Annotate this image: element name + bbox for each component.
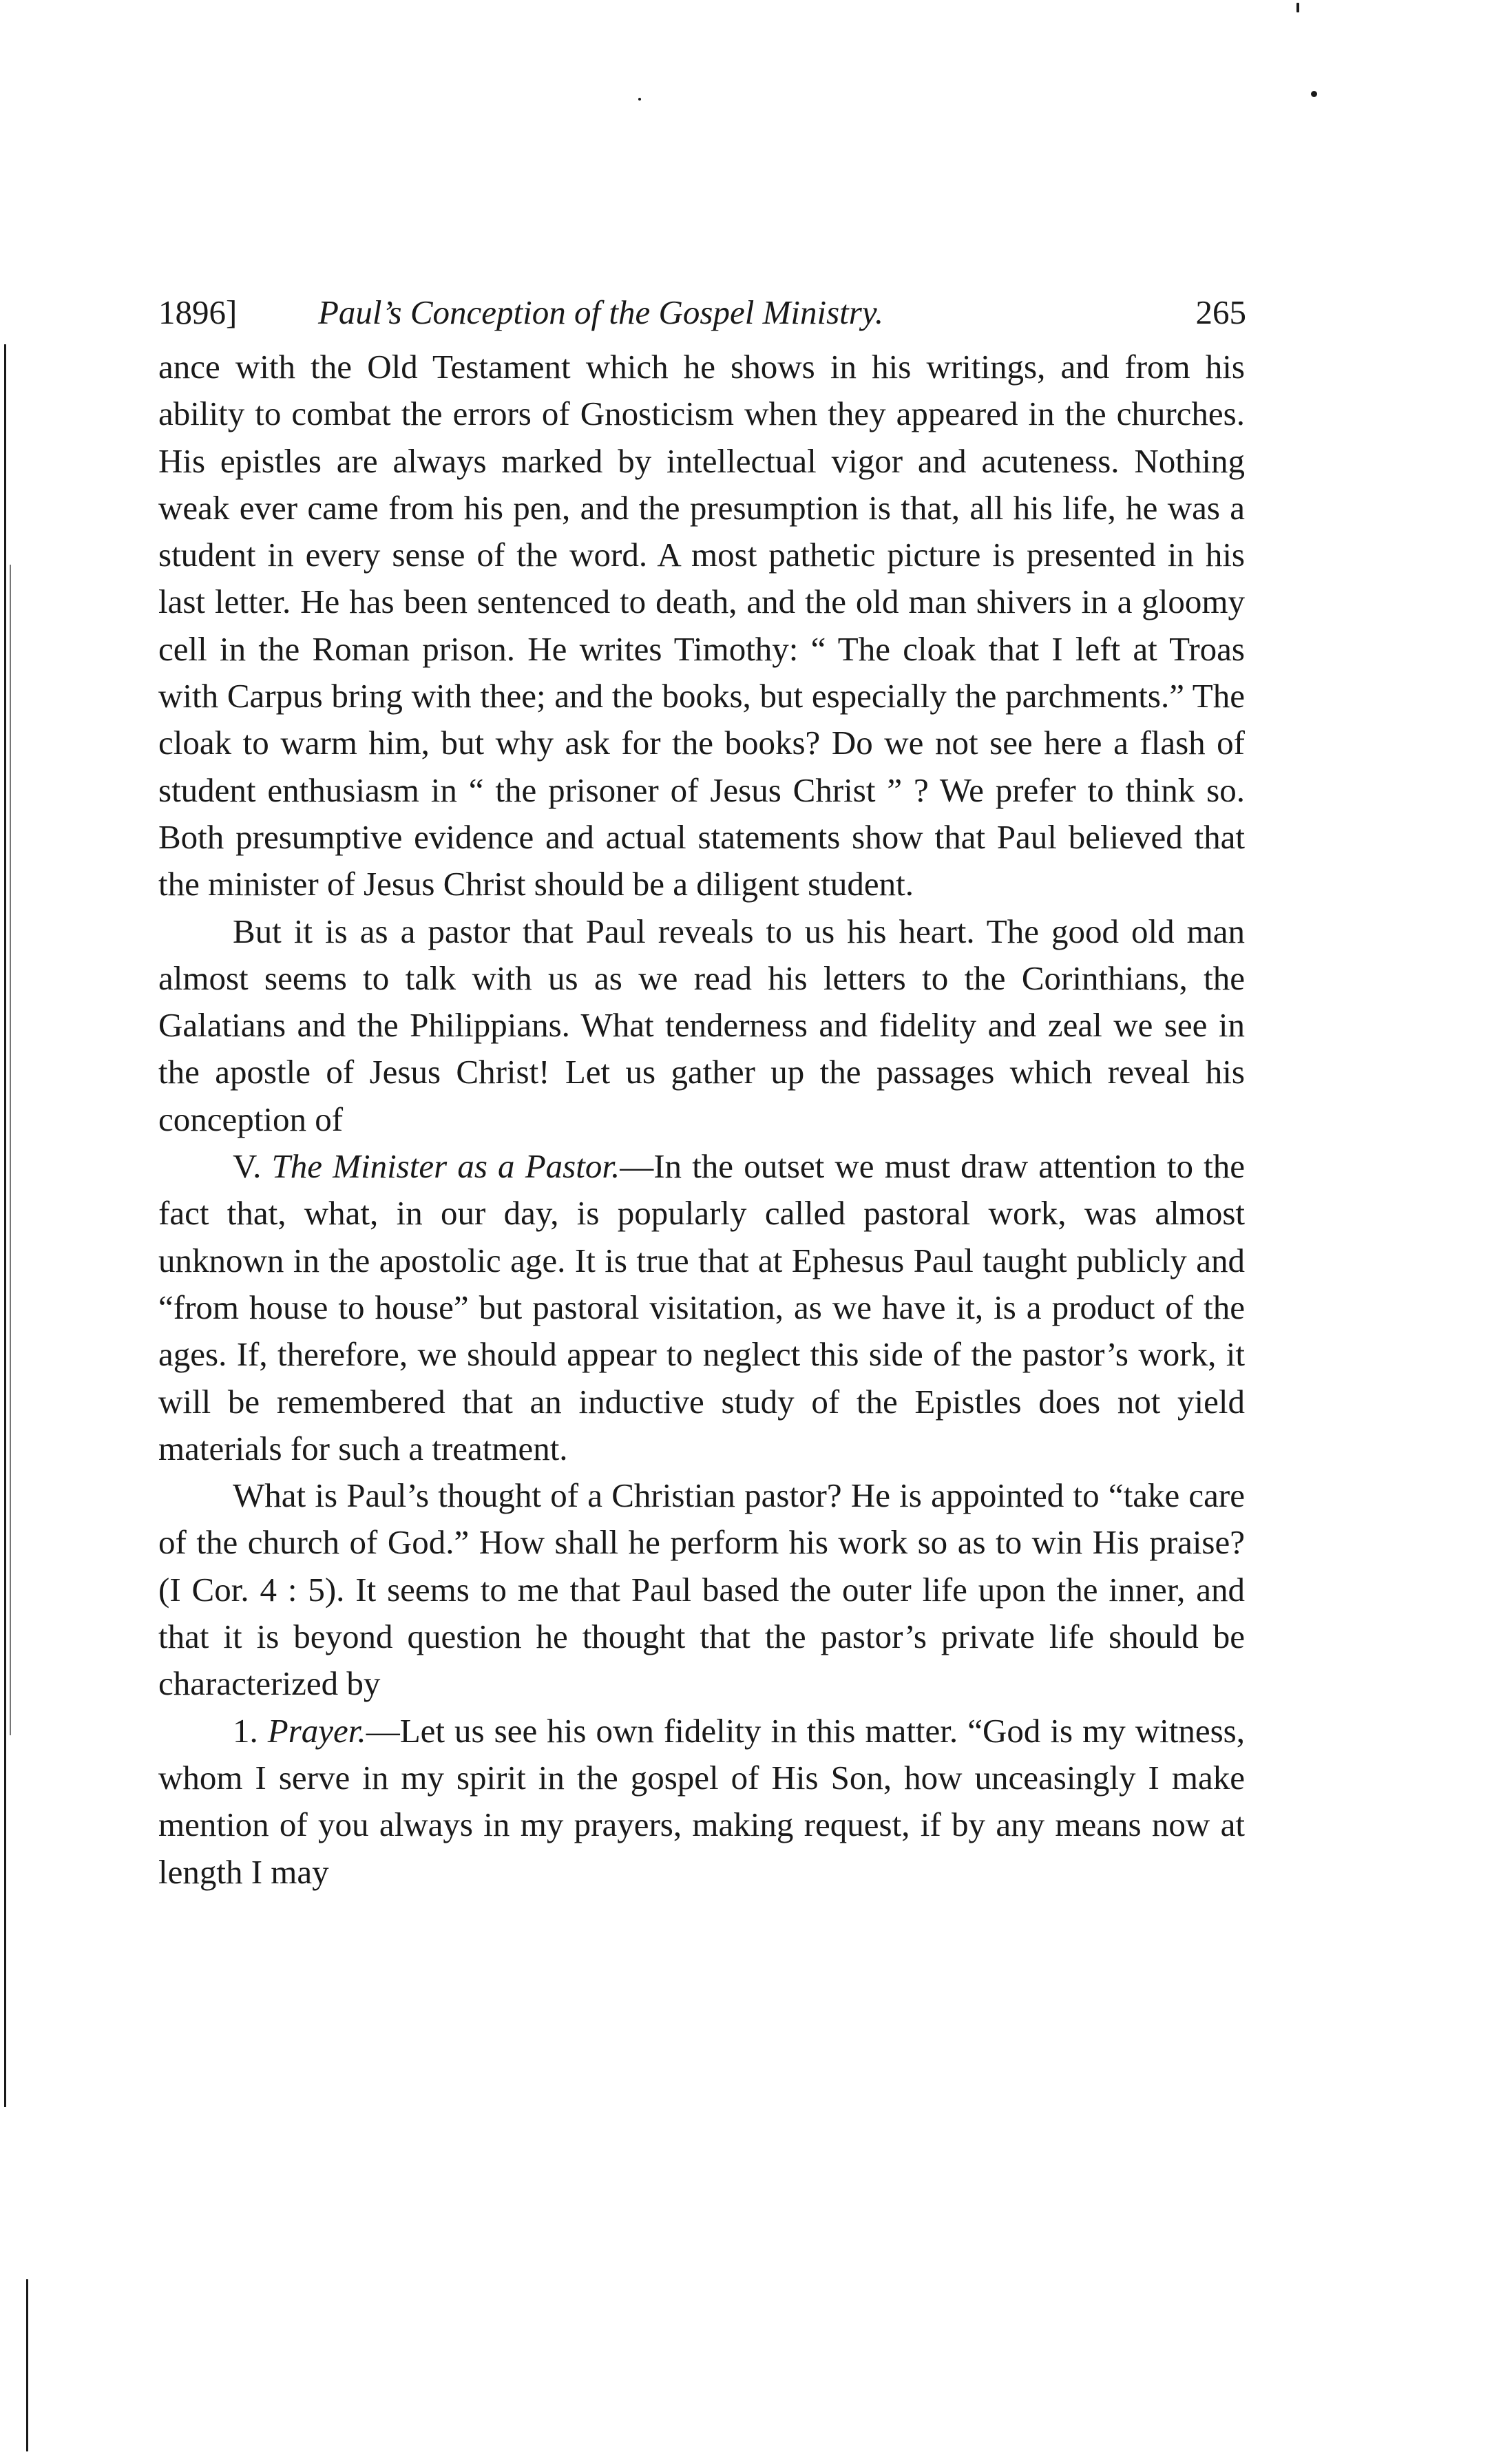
paragraph: But it is as a pastor that Paul reveals to us his heart. The good old man almost seems to talk with us as we read his letters to the Corinthians, the Galatians and the Philippians. What tenderness and fidelity and zeal we see in the apostle of Jesus Christ! Let us gather up the passages which reveal his conception of (158, 912, 1245, 1138)
paragraph: ance with the Old Testament which he shows in his writings, and from his ability to combat the errors of Gnosticism when they appeared in the churches. His epistles are always marked by intellectual vigor and acuteness. Nothing weak ever came from his pen, and the presumption is that, all his life, he was a student in every sense of the word. A most pathetic picture is presented in his last letter. He has been sentenced to death, and the old man shivers in a gloomy cell in the Roman prison. He writes Timothy: “ The cloak that I left at Troas with Carpus bring with thee; and the books, but especially the parchments.” The cloak to warm him, but why ask for the books? Do we not see here a flash of student enthusiasm in “ the prisoner of Jesus Christ ” ? We prefer to think so. Both presumptive evidence and actual statements show that Paul believed that the minister of Jesus Christ should be a diligent student. (158, 348, 1245, 903)
binding-shadow-line (26, 2279, 28, 2451)
subsection-heading: Prayer. (267, 1711, 366, 1750)
volume-year: 1896] (158, 293, 238, 331)
section-paragraph (158, 1143, 1245, 1472)
scan-speck (1296, 3, 1299, 12)
subsection-paragraph (158, 1708, 1245, 1896)
binding-shadow-line (10, 565, 11, 1735)
scanned-page-edge (0, 0, 30, 2459)
paragraph: What is Paul’s thought of a Christian pastor? He is appointed to “take care of the church of God.” How shall he perform his work so as to win His praise? (I Cor. 4 : 5). It seems to me that Paul based the outer life upon the inner, and that it is beyond question he thought that the pastor’s private life should be characterized by (158, 1476, 1245, 1703)
page-title: Paul’s Conception of the Gospel Ministry. (318, 293, 884, 331)
subsection-number: 1. (233, 1711, 268, 1750)
body-text (158, 344, 1245, 1896)
section-text: —In the outset we must draw attention to the fact that, what, in our day, is popularly called pastoral work, was almost unknown in the apostolic age. It is true that at Ephesus Paul taught publicly and “from house to house” but pastoral visitation, as we have it, is a product of the ages. If, therefore, we should appear to neglect this side of the pastor’s work, it will be remembered that an inductive study of the Epistles does not yield materials for such a treatment. (158, 1147, 1245, 1467)
scan-speck (638, 98, 641, 101)
section-number: V. (233, 1147, 272, 1186)
subsection-text: —Let us see his own fidelity in this matter. “God is my witness, whom I serve in my spirit in the gospel of His Son, how unceasingly I make mention of you always in my prayers, making request, if by any means now at length I may (158, 1711, 1246, 1891)
binding-shadow-line (4, 344, 6, 2107)
scan-speck (1311, 91, 1317, 97)
running-head (158, 293, 1246, 341)
page-number: 265 (1195, 293, 1246, 331)
section-heading: The Minister as a Pastor. (271, 1147, 620, 1186)
